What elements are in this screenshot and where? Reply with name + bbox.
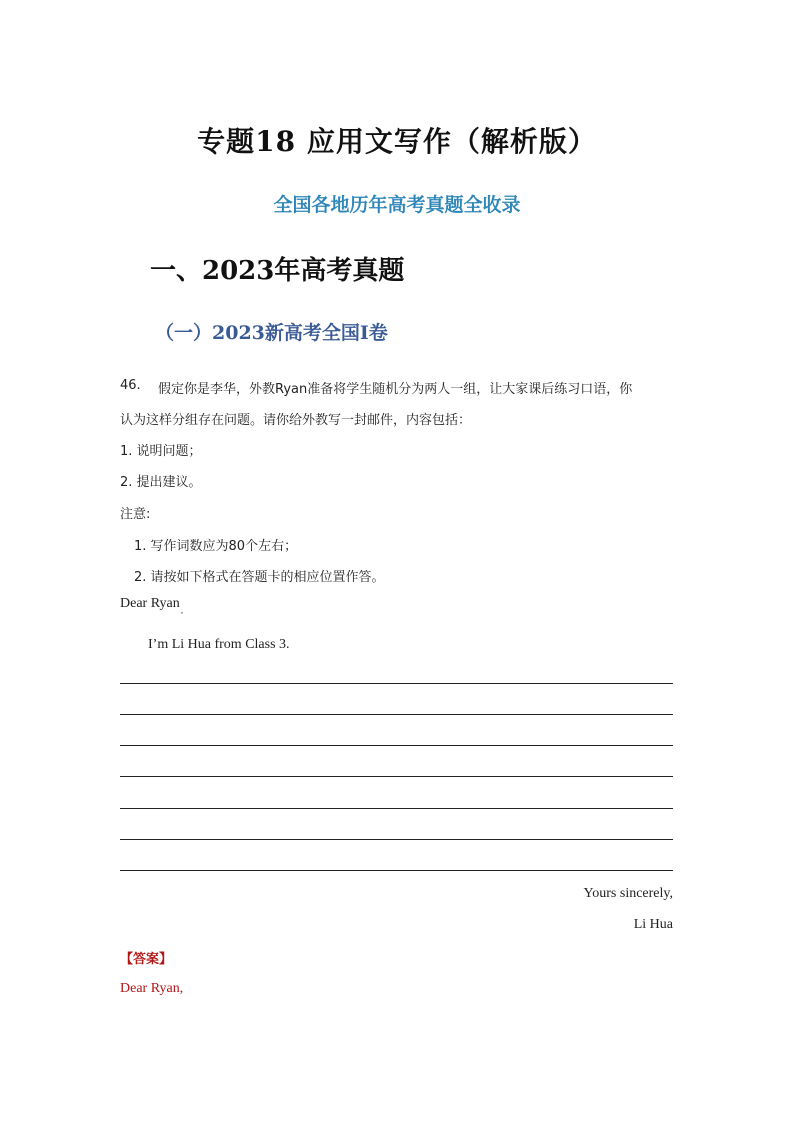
note-label: 注意:: [120, 507, 151, 522]
answer-line: [120, 683, 673, 684]
answer-salutation: Dear Ryan,: [120, 981, 184, 996]
letter-intro: I’m Li Hua from Class 3.: [148, 637, 290, 652]
answer-label: 【答案】: [120, 952, 173, 967]
answer-line: [120, 870, 673, 871]
note-item-2: 2. 请按如下格式在答题卡的相应位置作答。: [134, 570, 385, 585]
answer-line: [120, 745, 673, 746]
letter-closing: Yours sincerely,: [583, 886, 673, 901]
page-title: 专题18 应用文写作（解析版）: [197, 125, 597, 158]
question-text-line-2: 认为这样分组存在问题。请你给外教写一封邮件，内容包括：: [120, 413, 472, 428]
requirement-point-2: 2. 提出建议。: [120, 475, 202, 490]
answer-line: [120, 714, 673, 715]
question-text-line-1: 假定你是李华，外教Ryan准备将学生随机分为两人一组，让大家课后练习口语，你: [158, 382, 633, 397]
answer-line: [120, 839, 673, 840]
letter-signature: Li Hua: [633, 917, 673, 932]
salutation-comma: ,: [181, 606, 183, 615]
page-subtitle: 全国各地历年高考真题全收录: [273, 194, 521, 216]
answer-line: [120, 808, 673, 809]
answer-line: [120, 776, 673, 777]
subsection-heading: （一）2023新高考全国Ⅰ卷: [155, 322, 388, 344]
requirement-point-1: 1. 说明问题；: [120, 444, 202, 459]
question-number: 46.: [120, 378, 141, 393]
section-heading: 一、2023年高考真题: [150, 256, 405, 286]
note-item-1: 1. 写作词数应为80个左右；: [134, 539, 298, 554]
letter-salutation: Dear Ryan: [120, 596, 180, 611]
